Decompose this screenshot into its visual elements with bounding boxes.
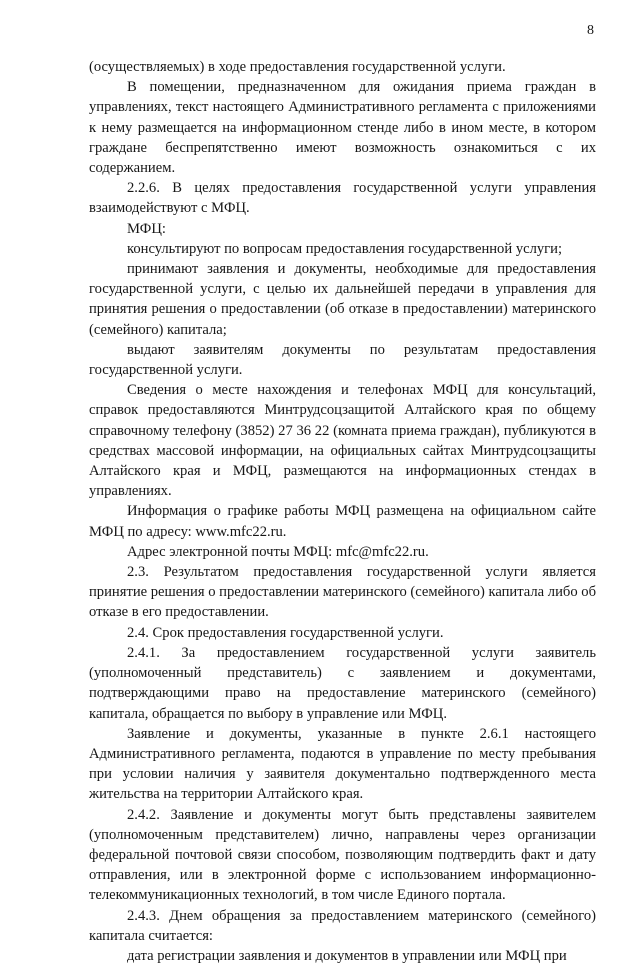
page-number: 8 (587, 23, 594, 38)
paragraph: В помещении, предназначенном для ожидания приема граждан в управлениях, текст настоящего Административного регламента с приложениями к нему размещается на информационном стенде либо в ином месте, в котором граждане беспрепятственно имеют возможность ознакомиться с их содержанием. (89, 79, 596, 177)
paragraph: 2.4.3. Днем обращения за предоставлением материнского (семейного) капитала считается: (89, 907, 596, 944)
paragraph: 2.2.6. В целях предоставления государственной услуги управления взаимодействуют с МФЦ. (89, 180, 596, 217)
paragraph: консультируют по вопросам предоставления государственной услуги; (127, 240, 563, 257)
paragraph: Адрес электронной почты МФЦ: mfc@mfc22.ru. (127, 543, 429, 560)
paragraph: дата регистрации заявления и документов в управлении или МФЦ при (127, 947, 567, 964)
paragraph: 2.3. Результатом предоставления государственной услуги является принятие решения о предоставлении материнского (семейного) капитала либо об отказе в его предоставлении. (89, 564, 596, 621)
paragraph: принимают заявления и документы, необходимые для предоставления государственной услуги, с целью их дальнейшей передачи в управления для принятия решения о предоставлении (об отказе в предоставлении) материнского (семейного) капитала; (89, 261, 596, 338)
paragraph: 2.4.2. Заявление и документы могут быть представлены заявителем (уполномоченным представителем) лично, направлены через организации федеральной почтовой связи способом, позволяющим подтвердить факт и дату отправления, или в электронной форме с использованием информационно-телекоммуникационных технологий, в том числе Единого портала. (89, 806, 596, 904)
paragraph: Сведения о месте нахождения и телефонах МФЦ для консультаций, справок предоставляются Минтрудсоцзащитой Алтайского края по общему справочному телефону (3852) 27 36 22 (комната приема граждан), публикуются в средствах массовой информации, на официальных сайтах Минтрудсоцзащиты Алтайского края и МФЦ, размещаются на информационных стендах в управлениях. (89, 382, 596, 500)
paragraph: 2.4.1. За предоставлением государственной услуги заявитель (уполномоченный представитель) с заявлением и документами, подтверждающими право на предоставление материнского (семейного) капитала, обращается по выбору в управление или МФЦ. (89, 644, 596, 722)
paragraph: МФЦ: (127, 220, 166, 237)
paragraph: Информация о графике работы МФЦ размещена на официальном сайте МФЦ по адресу: www.mfc22.ru. (89, 503, 596, 540)
paragraph: (осуществляемых) в ходе предоставления государственной услуги. (89, 59, 506, 75)
paragraph: 2.4. Срок предоставления государственной услуги. (127, 624, 444, 641)
body-text (89, 57, 596, 966)
paragraph: выдают заявителям документы по результатам предоставления государственной услуги. (89, 341, 596, 379)
paragraph: Заявление и документы, указанные в пункте 2.6.1 настоящего Административного регламента, подаются в управление по месту пребывания при условии наличия у заявителя документально подтвержденного места жительства на территории Алтайского края. (89, 725, 596, 803)
